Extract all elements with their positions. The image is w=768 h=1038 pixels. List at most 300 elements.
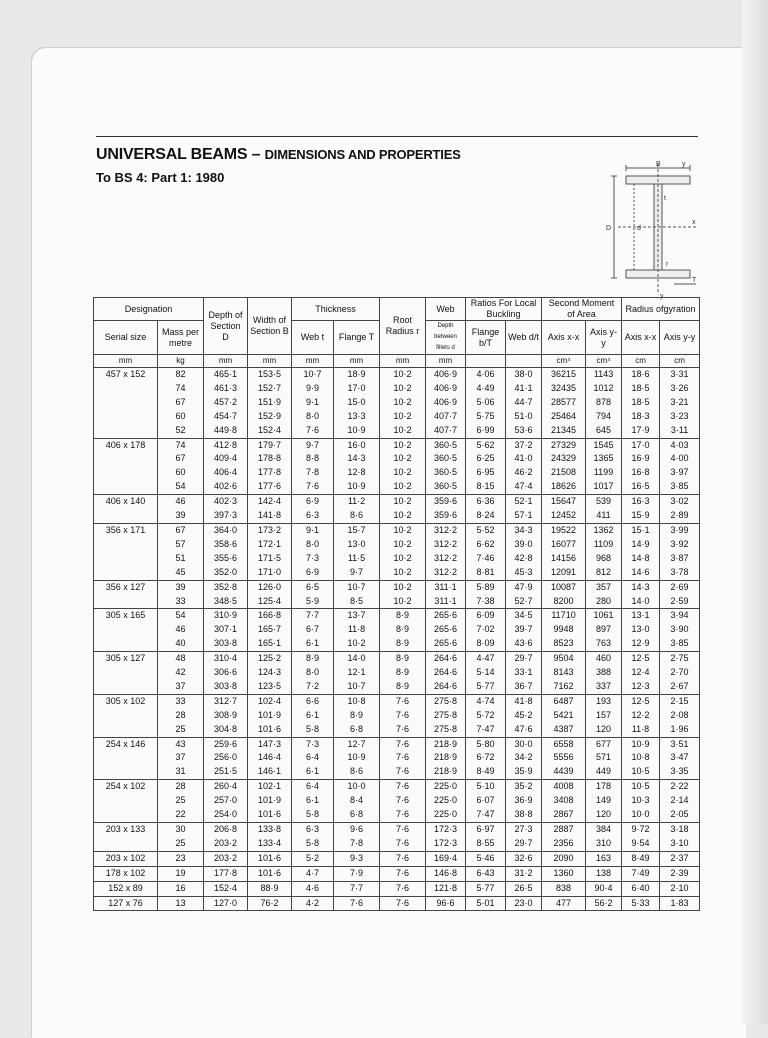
unit-cell: mm	[292, 355, 334, 368]
serial-size-cell	[94, 709, 158, 723]
table-header	[94, 298, 700, 368]
table-cell: 7·6	[380, 737, 426, 751]
table-cell: 19	[158, 866, 204, 881]
table-cell: 308·9	[204, 709, 248, 723]
table-cell: 388	[586, 666, 622, 680]
table-cell: 74	[158, 438, 204, 452]
table-cell: 76·2	[248, 896, 292, 911]
table-cell: 41·0	[506, 452, 542, 466]
table-row	[94, 780, 700, 794]
table-cell: 18·3	[622, 410, 660, 424]
table-cell: 10087	[542, 580, 586, 594]
table-row	[94, 808, 700, 822]
table-cell: 9·7	[334, 566, 380, 580]
table-row	[94, 466, 700, 480]
table-cell: 9·1	[292, 523, 334, 537]
serial-size-cell: 356 x 171	[94, 523, 158, 537]
table-cell: 6·62	[466, 538, 506, 552]
unit-cell	[466, 355, 506, 368]
table-cell: 265·6	[426, 609, 466, 623]
table-cell: 6·95	[466, 466, 506, 480]
table-row	[94, 410, 700, 424]
table-cell: 7·3	[292, 552, 334, 566]
table-cell: 5·89	[466, 580, 506, 594]
table-cell: 12·3	[622, 680, 660, 694]
table-cell: 5·33	[622, 896, 660, 911]
title-rest: DIMENSIONS AND PROPERTIES	[264, 147, 461, 162]
table-cell: 7·8	[292, 466, 334, 480]
table-cell: 13·0	[622, 623, 660, 637]
table-cell: 47·9	[506, 580, 542, 594]
serial-size-cell	[94, 466, 158, 480]
table-cell: 7·6	[380, 881, 426, 896]
table-cell: 25	[158, 837, 204, 851]
table-cell: 407·7	[426, 424, 466, 438]
table-cell: 406·9	[426, 382, 466, 396]
table-cell: 14·3	[334, 452, 380, 466]
table-cell: 13	[158, 896, 204, 911]
table-cell: 24329	[542, 452, 586, 466]
page-title	[96, 146, 461, 164]
table-cell: 28	[158, 709, 204, 723]
table-cell: 5·52	[466, 523, 506, 537]
table-cell: 7·6	[334, 896, 380, 911]
table-cell: 147·3	[248, 737, 292, 751]
table-cell: 4·7	[292, 866, 334, 881]
table-cell: 7·6	[380, 709, 426, 723]
table-cell: 7·3	[292, 737, 334, 751]
table-cell: 29·7	[506, 652, 542, 666]
table-cell: 7·6	[380, 837, 426, 851]
table-cell: 1143	[586, 368, 622, 382]
table-cell: 280	[586, 595, 622, 609]
table-cell: 5·77	[466, 881, 506, 896]
table-cell: 17·0	[334, 382, 380, 396]
header-flange-bt: Flange b/T	[466, 321, 506, 355]
table-cell: 31·2	[506, 866, 542, 881]
table-cell: 17·9	[622, 424, 660, 438]
table-cell: 10·2	[380, 509, 426, 523]
serial-size-cell	[94, 424, 158, 438]
table-cell: 14·6	[622, 566, 660, 580]
table-cell: 39·7	[506, 623, 542, 637]
table-cell: 8·6	[334, 509, 380, 523]
table-cell: 10·2	[380, 580, 426, 594]
table-cell: 2·67	[660, 680, 700, 694]
table-row	[94, 694, 700, 708]
serial-size-cell	[94, 480, 158, 494]
table-cell: 465·1	[204, 368, 248, 382]
table-cell: 15·7	[334, 523, 380, 537]
table-cell: 397·3	[204, 509, 248, 523]
header-radius-gyration: Radius ofgyration	[622, 298, 700, 321]
diagram-label-d-depth: D	[606, 225, 612, 232]
table-cell: 12·9	[622, 637, 660, 651]
serial-size-cell: 178 x 102	[94, 866, 158, 881]
table-cell: 264·6	[426, 680, 466, 694]
header-web: Web	[426, 298, 466, 321]
table-cell: 5·8	[292, 723, 334, 737]
table-cell: 8200	[542, 595, 586, 609]
serial-size-cell: 406 x 140	[94, 495, 158, 509]
table-cell: 8·09	[466, 637, 506, 651]
table-cell: 5421	[542, 709, 586, 723]
table-cell: 10·2	[380, 480, 426, 494]
table-cell: 9·6	[334, 823, 380, 837]
table-cell: 364·0	[204, 523, 248, 537]
table-cell: 15·9	[622, 509, 660, 523]
table-cell: 312·2	[426, 538, 466, 552]
table-cell: 311·1	[426, 595, 466, 609]
table-cell: 125·4	[248, 595, 292, 609]
table-cell: 34·3	[506, 523, 542, 537]
table-cell: 3·92	[660, 538, 700, 552]
table-cell: 101·9	[248, 794, 292, 808]
diagram-label-y-bottom: y	[660, 293, 664, 300]
table-cell: 126·0	[248, 580, 292, 594]
table-cell: 203·2	[204, 837, 248, 851]
table-cell: 5·2	[292, 851, 334, 866]
table-cell: 1·96	[660, 723, 700, 737]
table-cell: 2090	[542, 851, 586, 866]
table-cell: 172·3	[426, 823, 466, 837]
table-cell: 36·7	[506, 680, 542, 694]
table-cell: 25	[158, 723, 204, 737]
table-cell: 32435	[542, 382, 586, 396]
table-cell: 14·0	[622, 595, 660, 609]
table-cell: 12·7	[334, 737, 380, 751]
table-cell: 260·4	[204, 780, 248, 794]
table-cell: 10·9	[334, 424, 380, 438]
table-cell: 163	[586, 851, 622, 866]
table-cell: 6·8	[334, 808, 380, 822]
table-cell: 2·69	[660, 580, 700, 594]
table-cell: 10·2	[380, 523, 426, 537]
table-cell: 312·2	[426, 552, 466, 566]
table-row	[94, 709, 700, 723]
table-cell: 6·07	[466, 794, 506, 808]
table-cell: 6·43	[466, 866, 506, 881]
table-row	[94, 680, 700, 694]
table-row	[94, 509, 700, 523]
table-cell: 8·0	[292, 666, 334, 680]
table-cell: 303·8	[204, 637, 248, 651]
table-cell: 7·7	[292, 609, 334, 623]
header-web-dt: Web d/t	[506, 321, 542, 355]
table-cell: 28	[158, 780, 204, 794]
table-cell: 101·6	[248, 808, 292, 822]
table-row	[94, 438, 700, 452]
diagram-label-b: B	[656, 161, 661, 168]
table-cell: 265·6	[426, 637, 466, 651]
table-cell: 123·5	[248, 680, 292, 694]
table-cell: 337	[586, 680, 622, 694]
serial-size-cell	[94, 751, 158, 765]
beam-properties-table-wrap	[93, 297, 699, 911]
unit-cell: cm	[660, 355, 700, 368]
table-cell: 402·3	[204, 495, 248, 509]
unit-cell: kg	[158, 355, 204, 368]
table-cell: 48	[158, 652, 204, 666]
table-cell: 13·0	[334, 538, 380, 552]
table-cell: 7·9	[334, 866, 380, 881]
table-cell: 18·6	[622, 368, 660, 382]
table-cell: 7·6	[380, 823, 426, 837]
diagram-label-d-fillets: d	[637, 225, 641, 232]
table-cell: 352·8	[204, 580, 248, 594]
table-cell: 171·5	[248, 552, 292, 566]
table-cell: 15·0	[334, 396, 380, 410]
table-cell: 13·7	[334, 609, 380, 623]
table-cell: 251·5	[204, 765, 248, 779]
table-cell: 571	[586, 751, 622, 765]
table-cell: 256·0	[204, 751, 248, 765]
table-cell: 11·5	[334, 552, 380, 566]
table-cell: 26·5	[506, 881, 542, 896]
serial-size-cell: 152 x 89	[94, 881, 158, 896]
table-cell: 3·35	[660, 765, 700, 779]
table-cell: 5·62	[466, 438, 506, 452]
serial-size-cell: 203 x 102	[94, 851, 158, 866]
table-cell: 5·46	[466, 851, 506, 866]
serial-size-cell	[94, 723, 158, 737]
header-serial-size: Serial size	[94, 321, 158, 355]
table-cell: 6·40	[622, 881, 660, 896]
beam-properties-table	[93, 297, 700, 911]
table-cell: 37·2	[506, 438, 542, 452]
unit-cell: mm	[248, 355, 292, 368]
serial-size-cell	[94, 452, 158, 466]
table-cell: 36215	[542, 368, 586, 382]
header-flange-t: Flange T	[334, 321, 380, 355]
table-cell: 39·0	[506, 538, 542, 552]
table-cell: 67	[158, 396, 204, 410]
header-depth: Depth of Section D	[204, 298, 248, 355]
table-row	[94, 382, 700, 396]
table-cell: 275·8	[426, 694, 466, 708]
table-cell: 11710	[542, 609, 586, 623]
table-row	[94, 452, 700, 466]
table-cell: 6·1	[292, 794, 334, 808]
table-cell: 60	[158, 410, 204, 424]
table-cell: 8·9	[380, 623, 426, 637]
diagram-label-flange-t: T	[692, 277, 697, 284]
table-cell: 10·7	[334, 580, 380, 594]
table-row	[94, 896, 700, 911]
table-cell: 178	[586, 780, 622, 794]
table-cell: 52	[158, 424, 204, 438]
table-cell: 5·77	[466, 680, 506, 694]
table-cell: 265·6	[426, 623, 466, 637]
table-cell: 4387	[542, 723, 586, 737]
table-cell: 45·2	[506, 709, 542, 723]
table-cell: 304·8	[204, 723, 248, 737]
header-web-t: Web t	[292, 321, 334, 355]
unit-cell	[506, 355, 542, 368]
table-cell: 46	[158, 495, 204, 509]
table-cell: 47·4	[506, 480, 542, 494]
table-cell: 9948	[542, 623, 586, 637]
table-cell: 177·8	[204, 866, 248, 881]
serial-size-cell	[94, 680, 158, 694]
table-cell: 763	[586, 637, 622, 651]
table-cell: 359·6	[426, 509, 466, 523]
table-cell: 7·6	[292, 424, 334, 438]
table-cell: 8·55	[466, 837, 506, 851]
table-cell: 407·7	[426, 410, 466, 424]
table-cell: 307·1	[204, 623, 248, 637]
table-cell: 14·8	[622, 552, 660, 566]
header-rg-axis-yy: Axis y-y	[660, 321, 700, 355]
table-cell: 5·72	[466, 709, 506, 723]
table-cell: 152·4	[248, 424, 292, 438]
table-cell: 411	[586, 509, 622, 523]
header-rule	[96, 136, 698, 137]
table-cell: 2·75	[660, 652, 700, 666]
serial-size-cell: 254 x 146	[94, 737, 158, 751]
table-cell: 10·2	[380, 495, 426, 509]
header-axis-yy: Axis y-y	[586, 321, 622, 355]
table-cell: 8·8	[292, 452, 334, 466]
table-cell: 10·0	[334, 780, 380, 794]
table-cell: 360·5	[426, 466, 466, 480]
table-row	[94, 851, 700, 866]
table-cell: 7162	[542, 680, 586, 694]
table-row	[94, 737, 700, 751]
table-cell: 457·2	[204, 396, 248, 410]
table-cell: 4·00	[660, 452, 700, 466]
table-cell: 3·99	[660, 523, 700, 537]
table-cell: 8·9	[334, 709, 380, 723]
table-cell: 7·7	[334, 881, 380, 896]
table-cell: 10·2	[380, 452, 426, 466]
table-cell: 310	[586, 837, 622, 851]
table-cell: 101·6	[248, 866, 292, 881]
table-cell: 402·6	[204, 480, 248, 494]
table-cell: 1362	[586, 523, 622, 537]
table-cell: 10·9	[622, 737, 660, 751]
table-cell: 310·4	[204, 652, 248, 666]
table-cell: 11·8	[622, 723, 660, 737]
table-cell: 5·9	[292, 595, 334, 609]
table-cell: 7·6	[380, 808, 426, 822]
serial-size-cell: 457 x 152	[94, 368, 158, 382]
table-cell: 16·5	[622, 480, 660, 494]
header-thickness: Thickness	[292, 298, 380, 321]
header-root-radius: Root Radius r	[380, 298, 426, 355]
table-cell: 56·2	[586, 896, 622, 911]
table-cell: 5·14	[466, 666, 506, 680]
serial-size-cell	[94, 623, 158, 637]
table-cell: 18·9	[334, 368, 380, 382]
table-cell: 42·8	[506, 552, 542, 566]
table-cell: 121·8	[426, 881, 466, 896]
table-cell: 303·8	[204, 680, 248, 694]
table-cell: 57	[158, 538, 204, 552]
table-cell: 127·0	[204, 896, 248, 911]
table-cell: 45	[158, 566, 204, 580]
title-main: UNIVERSAL BEAMS	[96, 146, 248, 163]
serial-size-cell	[94, 765, 158, 779]
table-cell: 10·2	[380, 396, 426, 410]
table-cell: 152·4	[204, 881, 248, 896]
table-cell: 3·31	[660, 368, 700, 382]
table-cell: 120	[586, 808, 622, 822]
table-cell: 12·1	[334, 666, 380, 680]
table-cell: 6·3	[292, 823, 334, 837]
table-row	[94, 538, 700, 552]
table-cell: 47·6	[506, 723, 542, 737]
serial-size-cell	[94, 552, 158, 566]
table-cell: 8·15	[466, 480, 506, 494]
serial-size-cell	[94, 637, 158, 651]
table-cell: 15647	[542, 495, 586, 509]
table-cell: 54	[158, 609, 204, 623]
table-cell: 257·0	[204, 794, 248, 808]
table-cell: 138	[586, 866, 622, 881]
header-ratios: Ratios For Local Buckling	[466, 298, 542, 321]
table-cell: 51	[158, 552, 204, 566]
table-row	[94, 723, 700, 737]
table-cell: 3·87	[660, 552, 700, 566]
table-cell: 101·6	[248, 851, 292, 866]
header-second-moment: Second Moment of Area	[542, 298, 622, 321]
table-cell: 10·0	[622, 808, 660, 822]
unit-cell: cm⁴	[542, 355, 586, 368]
table-cell: 1109	[586, 538, 622, 552]
table-cell: 21345	[542, 424, 586, 438]
table-cell: 218·9	[426, 765, 466, 779]
table-cell: 4·47	[466, 652, 506, 666]
table-cell: 3·18	[660, 823, 700, 837]
serial-size-cell	[94, 595, 158, 609]
table-cell: 21508	[542, 466, 586, 480]
table-cell: 3408	[542, 794, 586, 808]
table-cell: 173·2	[248, 523, 292, 537]
table-cell: 172·1	[248, 538, 292, 552]
header-rg-axis-xx: Axis x-x	[622, 321, 660, 355]
table-cell: 6·97	[466, 823, 506, 837]
table-body	[94, 368, 700, 911]
table-cell: 177·8	[248, 466, 292, 480]
table-cell: 6·4	[292, 751, 334, 765]
table-cell: 7·6	[380, 851, 426, 866]
serial-size-cell	[94, 566, 158, 580]
table-cell: 6·5	[292, 580, 334, 594]
serial-size-cell	[94, 410, 158, 424]
table-cell: 172·3	[426, 837, 466, 851]
table-cell: 17·0	[622, 438, 660, 452]
table-cell: 275·8	[426, 709, 466, 723]
table-cell: 2·05	[660, 808, 700, 822]
table-row	[94, 666, 700, 680]
table-cell: 677	[586, 737, 622, 751]
table-cell: 67	[158, 523, 204, 537]
unit-cell: mm	[334, 355, 380, 368]
table-cell: 16·3	[622, 495, 660, 509]
table-cell: 7·8	[334, 837, 380, 851]
table-cell: 23·0	[506, 896, 542, 911]
table-cell: 7·49	[622, 866, 660, 881]
table-cell: 11·2	[334, 495, 380, 509]
table-cell: 360·5	[426, 480, 466, 494]
table-cell: 6·1	[292, 637, 334, 651]
header-mass-per-metre: Mass per metre	[158, 321, 204, 355]
table-cell: 8·5	[334, 595, 380, 609]
table-cell: 177·6	[248, 480, 292, 494]
table-cell: 1365	[586, 452, 622, 466]
table-cell: 897	[586, 623, 622, 637]
